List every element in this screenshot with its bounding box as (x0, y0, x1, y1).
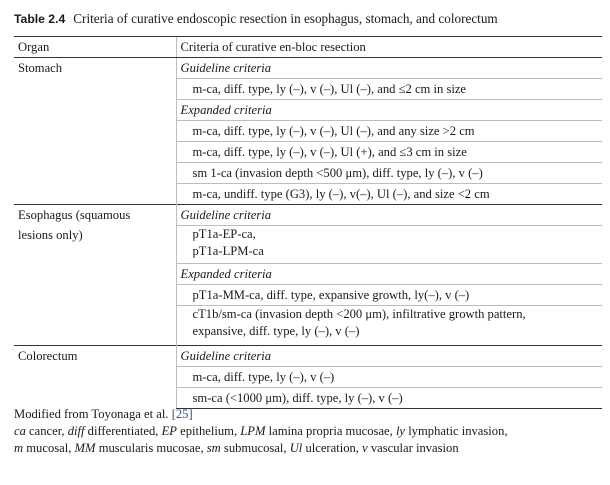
criteria-line: pT1a-EP-ca, (192, 227, 256, 241)
criteria-cell: pT1a-MM-ca, diff. type, expansive growth, ly(–), v (–) (176, 285, 602, 306)
abbr-meaning: ulceration, (305, 441, 359, 455)
abbr-term: EP (161, 424, 177, 438)
organ-esophagus-line2: lesions only) (18, 228, 83, 242)
esophagus-guideline-label: Guideline criteria (176, 205, 602, 226)
abbr-term: LPM (240, 424, 266, 438)
criteria-cell: m-ca, undiff. type (G3), ly (–), v(–), Ul (–), and size <2 cm (176, 184, 602, 205)
table-header-row (14, 37, 602, 58)
criteria-cell: sm-ca (<1000 μm), diff. type, ly (–), v (–) (176, 388, 602, 409)
stomach-guideline-label: Guideline criteria (176, 58, 602, 79)
abbreviations-line2 (14, 440, 606, 457)
criteria-line: cT1b/sm-ca (invasion depth <200 μm), infiltrative growth pattern, (192, 307, 526, 321)
abbr-meaning: lymphatic invasion, (408, 424, 508, 438)
abbr-term: v (362, 441, 368, 455)
organ-colorectum: Colorectum (14, 346, 176, 409)
abbr-meaning: epithelium, (180, 424, 238, 438)
criteria-line: pT1a-LPM-ca (192, 244, 264, 258)
abbr-term: ly (395, 424, 406, 438)
abbr-meaning: submucosal, (223, 441, 287, 455)
criteria-cell (176, 226, 602, 264)
organ-esophagus (14, 205, 176, 346)
table-row (14, 346, 602, 367)
abbr-meaning: mucosal, (26, 441, 72, 455)
abbr-term: sm (206, 441, 221, 455)
table-row (14, 58, 602, 79)
table-footnotes (14, 406, 606, 457)
abbr-meaning: cancer, (29, 424, 65, 438)
esophagus-expanded-label: Expanded criteria (176, 264, 602, 285)
abbr-meaning: vascular invasion (370, 441, 459, 455)
header-criteria: Criteria of curative en-bloc resection (176, 37, 602, 58)
reference-link[interactable]: [25] (171, 407, 193, 421)
organ-stomach: Stomach (18, 61, 63, 75)
criteria-cell: m-ca, diff. type, ly (–), v (–), Ul (–), and ≤2 cm in size (176, 79, 602, 100)
source-text: Modified from Toyonaga et al. (14, 407, 169, 421)
abbr-term: Ul (289, 441, 303, 455)
criteria-cell: m-ca, diff. type, ly (–), v (–), Ul (–), and any size >2 cm (176, 121, 602, 142)
abbr-meaning: lamina propria mucosae, (268, 424, 393, 438)
table-title: Criteria of curative endoscopic resection in esophagus, stomach, and colorectum (73, 11, 498, 26)
abbreviations-line1 (14, 423, 606, 440)
criteria-table (14, 36, 602, 409)
source-note (14, 406, 606, 423)
table-number: Table 2.4 (14, 12, 66, 26)
organ-esophagus-line1: Esophagus (squamous (18, 208, 131, 222)
criteria-cell (176, 306, 602, 346)
abbr-term: diff (67, 424, 85, 438)
criteria-cell: m-ca, diff. type, ly (–), v (–) (176, 367, 602, 388)
abbr-term: MM (74, 441, 96, 455)
criteria-cell: sm 1-ca (invasion depth <500 μm), diff. type, ly (–), v (–) (176, 163, 602, 184)
abbr-term: m (14, 441, 24, 455)
abbr-meaning: differentiated, (87, 424, 159, 438)
abbr-term: ca (14, 424, 26, 438)
abbr-meaning: muscularis mucosae, (98, 441, 204, 455)
criteria-line: expansive, diff. type, ly (–), v (–) (192, 324, 360, 338)
stomach-expanded-label: Expanded criteria (176, 100, 602, 121)
colorectum-guideline-label: Guideline criteria (176, 346, 602, 367)
table-row (14, 205, 602, 226)
header-organ: Organ (14, 37, 176, 58)
criteria-cell: m-ca, diff. type, ly (–), v (–), Ul (+), and ≤3 cm in size (176, 142, 602, 163)
table-caption (14, 10, 604, 28)
